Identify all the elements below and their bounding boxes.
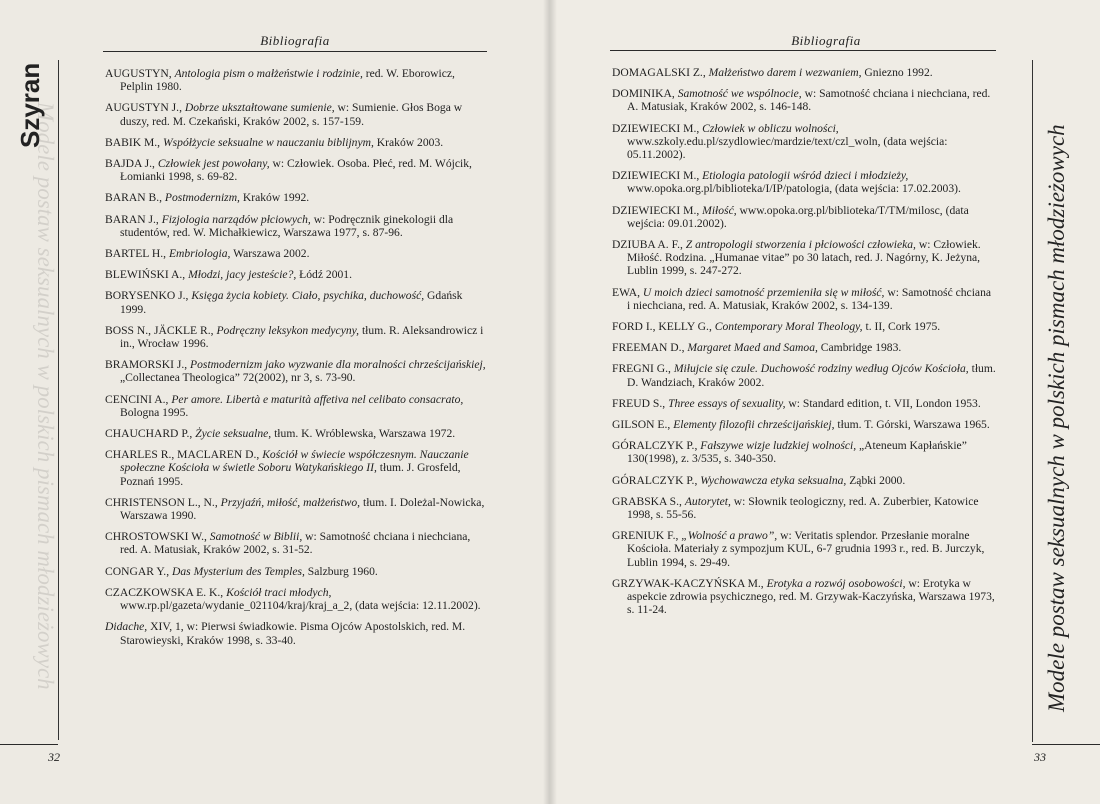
entry-author: DZIEWIECKI M.,	[612, 121, 703, 135]
page-header: Bibliografia	[791, 33, 861, 48]
bibliography-entry	[612, 529, 996, 569]
entry-details: red. W. Eborowicz, Pelplin 1980.	[120, 67, 455, 94]
entry-title: Człowiek w obliczu wolności,	[702, 121, 839, 135]
entry-author: FREGNI G.,	[612, 362, 674, 376]
entry-author: CHARLES R., MACLAREN D.,	[105, 448, 263, 462]
entry-details: Kraków 1992.	[239, 191, 310, 205]
entry-details: tłum. R. Aleksandrowicz i in., Wrocław 1996.	[120, 323, 484, 351]
bibliography-list-right	[612, 66, 996, 625]
bibliography-entry	[612, 122, 996, 162]
entry-details: „Ateneum Kapłańskie” 130(1998), z. 3/535, s. 340-350.	[627, 439, 967, 466]
entry-details: w: Podręcznik ginekologii dla studentów, red. W. Michałkiewicz, Warszawa 1977, s. 87-96.	[120, 212, 454, 239]
entry-title: Das Mysterium des Temples,	[172, 564, 305, 578]
page-number: 33	[1034, 750, 1046, 764]
entry-details: www.opoka.org.pl/biblioteka/I/IP/patologia, (data wejścia: 17.02.2003).	[627, 182, 961, 196]
entry-title: Kościół w świecie współczesnym. Nauczanie społeczne Kościoła w świetle Soboru Watykańskiego II,	[120, 448, 469, 475]
entry-title: Podręczny leksykon medycyny,	[216, 323, 360, 337]
entry-details: Bologna 1995.	[120, 405, 189, 419]
entry-title: Erotyka a rozwój osobowości,	[766, 576, 906, 590]
bibliography-entry	[105, 67, 487, 93]
entry-title: Antologia pism o małżeństwie i rodzinie,	[174, 67, 363, 80]
author-name-vertical: Szyran	[15, 62, 45, 148]
bibliography-entry	[105, 101, 487, 127]
entry-details: Kraków 2003.	[373, 135, 444, 149]
page-number: 32	[48, 750, 60, 764]
bibliography-entry	[105, 157, 487, 183]
entry-details: w: Samotność chciana i niechciana, red. A. Matusiak, Kraków 2002, s. 31-52.	[120, 530, 471, 557]
entry-title: Fałszywe wizje ludzkiej wolności,	[700, 439, 857, 453]
bibliography-entry	[612, 577, 996, 617]
entry-title: Elementy filozofii chrześcijańskiej,	[673, 418, 835, 432]
header-rule	[103, 51, 487, 52]
entry-author: DOMINIKA,	[612, 87, 678, 101]
entry-author: FREEMAN D.,	[612, 341, 688, 355]
entry-title: Etiologia patologii wśród dzieci i młodzieży,	[702, 169, 909, 183]
bibliography-entry	[105, 247, 487, 260]
bibliography-entry	[105, 530, 487, 556]
entry-details: Salzburg 1960.	[304, 564, 378, 578]
entry-details: tłum. K. Wróblewska, Warszawa 1972.	[271, 427, 456, 441]
bibliography-entry	[105, 496, 487, 522]
entry-details: Łódź 2001.	[296, 268, 352, 282]
bibliography-entry	[612, 418, 996, 431]
entry-author: AUGUSTYN,	[105, 67, 175, 80]
bibliography-entry	[612, 320, 996, 333]
entry-title: Didache,	[105, 620, 148, 634]
entry-details: Cambridge 1983.	[817, 341, 902, 355]
bibliography-entry	[105, 448, 487, 488]
entry-title: Samotność we wspólnocie,	[677, 87, 802, 101]
entry-details: w: Człowiek. Osoba. Płeć, red. M. Wójcik, Łomianki 1998, s. 69-82.	[120, 157, 472, 184]
entry-author: DZIEWIECKI M.,	[612, 169, 703, 183]
bibliography-entry	[612, 362, 996, 388]
entry-title: Samotność w Biblii,	[209, 530, 303, 544]
entry-details: w: Veritatis splendor. Przesłanie moralne Kościoła. Materiały z sympozjum KUL, 6-7 grudnia 1993 r., red. B. Jurczyk, Lublin 1994, s. 29-49.	[627, 529, 985, 569]
entry-title: Fizjologia narządów płciowych,	[161, 212, 311, 226]
entry-author: BARAN B.,	[105, 191, 165, 205]
entry-author: CONGAR Y.,	[105, 564, 172, 578]
entry-details: tłum. J. Grosfeld, Poznań 1995.	[120, 461, 461, 488]
bibliography-entry	[612, 204, 996, 230]
entry-title: Z antropologii stworzenia i płciowości człowieka,	[685, 238, 916, 252]
bibliography-entry	[612, 238, 996, 278]
entry-title: „Wolność a prawo”,	[681, 529, 778, 543]
bibliography-entry	[612, 169, 996, 195]
entry-details: t. II, Cork 1975.	[862, 320, 941, 334]
entry-title: Margaret Maed and Samoa,	[687, 341, 818, 355]
entry-author: FREUD S.,	[612, 396, 669, 410]
entry-title: Autorytet,	[684, 494, 731, 508]
entry-title: Per amore. Libertà e maturità affetiva nel celibato consacrato,	[171, 392, 464, 406]
bibliography-entry	[105, 191, 487, 204]
entry-details: w: Samotność chciana i niechciana, red. A. Matusiak, Kraków 2002, s. 134-139.	[627, 285, 992, 312]
entry-author: FORD I., KELLY G.,	[612, 320, 715, 334]
header-rule	[610, 50, 996, 51]
entry-details: w: Człowiek. Miłość. Rodzina. „Humanae vitae” po 30 latach, red. J. Nagórny, K. Jeżyna, Lublin 1999, s. 247-272.	[627, 238, 981, 278]
entry-title: U moich dzieci samotność przemieniła się w miłość,	[642, 285, 885, 299]
entry-title: Contemporary Moral Theology,	[714, 320, 863, 334]
entry-author: DZIUBA A. F.,	[612, 238, 686, 252]
entry-details: XIV, 1, w: Pierwsi świadkowie. Pisma Ojców Apostolskich, red. M. Starowieyski, Kraków 1998, s. 33-40.	[120, 620, 466, 647]
entry-author: GÓRALCZYK P.,	[612, 473, 701, 487]
entry-author: BLEWIŃSKI A.,	[105, 268, 189, 282]
entry-title: Three essays of sexuality,	[668, 396, 786, 410]
entry-author: GÓRALCZYK P.,	[612, 439, 701, 453]
bibliography-entry	[105, 358, 487, 384]
entry-details: tłum. I. Doleżal-Nowicka, Warszawa 1990.	[120, 495, 485, 523]
entry-details: Warszawa 2002.	[230, 247, 310, 261]
book-gutter	[543, 0, 557, 804]
bibliography-entry	[105, 268, 487, 281]
entry-author: CENCINI A.,	[105, 392, 172, 406]
entry-details: w: Samotność chciana i niechciana, red. A. Matusiak, Kraków 2002, s. 146-148.	[627, 87, 991, 114]
entry-details: Ząbki 2000.	[846, 473, 906, 487]
bibliography-entry	[612, 286, 996, 312]
footer-rule	[0, 744, 58, 745]
bleed-through-text: Modele postaw seksualnych w polskich pismach młodzieżowych	[33, 102, 58, 690]
entry-title: Miłość,	[702, 203, 737, 217]
entry-author: CHROSTOWSKI W.,	[105, 530, 210, 544]
entry-details: www.szkoly.edu.pl/szydlowiec/mardzie/text/czl_woln, (data wejścia: 05.11.2002).	[627, 134, 948, 162]
bibliography-entry	[105, 565, 487, 578]
entry-author: GILSON E.,	[612, 418, 674, 432]
entry-details: w: Sumienie. Głos Boga w duszy, red. M. Czekański, Kraków 2002, s. 157-159.	[120, 101, 463, 128]
entry-author: DZIEWIECKI M.,	[612, 203, 703, 217]
entry-author: BARAN J.,	[105, 212, 162, 226]
entry-details: tłum. D. Wandziach, Kraków 2002.	[627, 362, 996, 389]
entry-title: Współżycie seksualne w nauczaniu biblijnym,	[162, 135, 374, 149]
entry-details: w: Słownik teologiczny, red. A. Zuberbier, Katowice 1998, s. 55-56.	[627, 494, 979, 522]
bibliography-entry	[105, 289, 487, 315]
margin-rule	[58, 60, 59, 740]
entry-title: Młodzi, jacy jesteście?,	[188, 268, 297, 282]
footer-rule	[1032, 744, 1100, 745]
series-title-vertical: Modele postaw seksualnych w polskich pismach młodzieżowych	[1044, 124, 1069, 712]
entry-title: Księga życia kobiety. Ciało, psychika, duchowość,	[191, 289, 425, 303]
entry-title: Życie seksualne,	[195, 427, 272, 441]
bibliography-entry	[105, 427, 487, 440]
margin-rule	[1032, 60, 1033, 742]
entry-title: Postmodernizm jako wyzwanie dla moralności chrześcijańskiej,	[190, 358, 486, 372]
bibliography-entry	[105, 620, 487, 646]
bibliography-list-left	[105, 67, 487, 655]
entry-author: CHRISTENSON L., N.,	[105, 495, 221, 509]
entry-author: GRZYWAK-KACZYŃSKA M.,	[612, 576, 767, 590]
entry-details: w: Erotyka w aspekcie zdrowia psychicznego, red. M. Grzywak-Kaczyńska, Warszawa 1973, s. 11-24.	[627, 576, 995, 617]
bibliography-entry	[612, 474, 996, 487]
entry-author: BORYSENKO J.,	[105, 289, 192, 303]
entry-author: BAJDA J.,	[105, 157, 158, 171]
entry-title: Wychowawcza etyka seksualna,	[700, 473, 847, 487]
entry-author: CHAUCHARD P.,	[105, 427, 196, 441]
right-page	[550, 0, 1100, 804]
bibliography-entry	[612, 66, 996, 79]
entry-details: tłum. T. Górski, Warszawa 1965.	[834, 418, 990, 432]
bibliography-entry	[105, 393, 487, 419]
entry-author: GRABSKA S.,	[612, 494, 685, 508]
bibliography-entry	[612, 439, 996, 465]
entry-author: DOMAGALSKI Z.,	[612, 66, 709, 79]
bibliography-entry	[105, 324, 487, 350]
entry-title: Embriologia,	[168, 247, 231, 261]
entry-title: Kościół traci młodych,	[226, 585, 332, 599]
bibliography-entry	[612, 87, 996, 113]
entry-title: Małżeństwo darem i wezwaniem,	[708, 66, 862, 79]
entry-author: BOSS N., JÄCKLE R.,	[105, 323, 217, 337]
bibliography-entry	[612, 495, 996, 521]
entry-title: Dobrze ukształtowane sumienie,	[184, 101, 335, 115]
entry-title: Człowiek jest powołany,	[157, 157, 270, 171]
entry-details: Gniezno 1992.	[861, 66, 933, 79]
entry-title: Postmodernizm,	[164, 191, 240, 205]
bibliography-entry	[105, 586, 487, 612]
entry-title: Przyjaźń, miłość, małżeństwo,	[220, 495, 361, 509]
page-header: Bibliografia	[260, 33, 330, 48]
entry-author: CZACZKOWSKA E. K.,	[105, 585, 227, 599]
bibliography-entry	[612, 341, 996, 354]
entry-details: www.rp.pl/gazeta/wydanie_021104/kraj/kraj_a_2, (data wejścia: 12.11.2002).	[120, 599, 481, 613]
bibliography-entry	[105, 136, 487, 149]
entry-author: BABIK M.,	[105, 135, 163, 149]
entry-author: GRENIUK F.,	[612, 529, 682, 543]
entry-author: AUGUSTYN J.,	[105, 101, 185, 115]
entry-author: BRAMORSKI J.,	[105, 358, 191, 372]
entry-details: Gdańsk 1999.	[120, 289, 463, 316]
entry-title: Miłujcie się czule. Duchowość rodziny według Ojców Kościoła,	[673, 362, 969, 376]
entry-details: w: Standard edition, t. VII, London 1953.	[785, 396, 981, 410]
bibliography-entry	[612, 397, 996, 410]
entry-author: EWA,	[612, 285, 643, 299]
entry-details: www.opoka.org.pl/biblioteka/T/TM/milosc, (data wejścia: 09.01.2002).	[627, 203, 969, 230]
entry-author: BARTEL H.,	[105, 247, 169, 261]
bibliography-entry	[105, 213, 487, 239]
entry-details: „Collectanea Theologica” 72(2002), nr 3, s. 73-90.	[120, 371, 356, 385]
